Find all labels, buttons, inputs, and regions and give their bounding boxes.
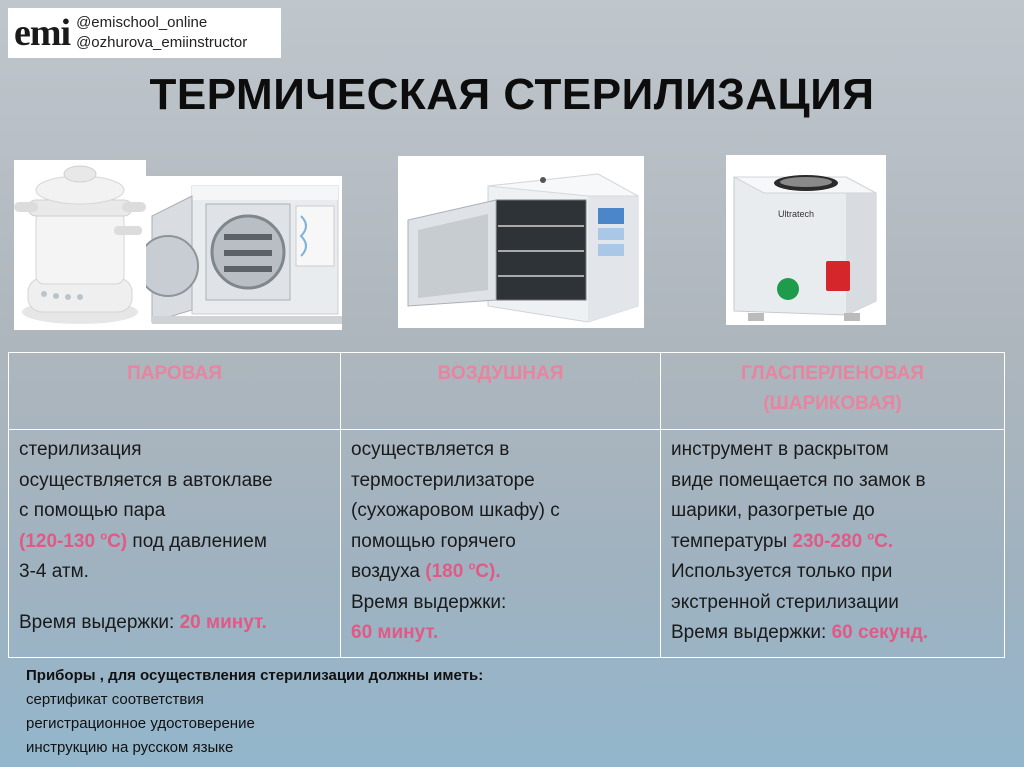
- text-line: инструмент в раскрытом: [671, 439, 889, 460]
- cell-air: [341, 430, 661, 658]
- header-steam: [9, 353, 341, 430]
- handle-2: @ozhurova_emiinstructor: [76, 34, 248, 51]
- text-line: виде помещается по замок в: [671, 469, 926, 491]
- header-air: [341, 353, 661, 430]
- text-line: осуществляется в: [351, 439, 510, 460]
- hold-time-label: Время выдержки:: [19, 611, 180, 633]
- logo-mark: emi: [14, 12, 71, 54]
- brand-logo: [8, 8, 281, 58]
- cell-steam: [9, 430, 341, 658]
- hold-time-label: Время выдержки:: [671, 622, 832, 643]
- temperature-value: 230-280: [792, 530, 868, 552]
- hold-time-value: 60 секунд.: [831, 622, 929, 643]
- text-line: (сухожаровом шкафу) с: [351, 500, 560, 521]
- text-line: [19, 608, 330, 639]
- requirement-item: регистрационное удостоверение: [26, 715, 255, 732]
- steam-sterilizer-photo: [14, 160, 146, 330]
- text-line: [671, 618, 994, 649]
- text-fragment: под давлением: [127, 530, 267, 552]
- temperature-unit: С.: [874, 530, 894, 552]
- text-line: осуществляется в автоклаве: [19, 469, 273, 491]
- table-body-row: [9, 430, 1005, 658]
- temperature-unit: С): [107, 530, 128, 552]
- text-line: 3-4 атм.: [19, 561, 89, 582]
- social-handles: [76, 13, 247, 53]
- header-sublabel: (ШАРИКОВАЯ): [763, 393, 902, 414]
- header-label: ПАРОВАЯ: [127, 363, 222, 384]
- degree-sign: о: [100, 530, 108, 543]
- text-line: экстренной стерилизации: [671, 591, 899, 613]
- text-line: [671, 527, 994, 558]
- header-label: ВОЗДУШНАЯ: [437, 363, 564, 384]
- requirement-item: сертификат соответствия: [26, 691, 204, 708]
- hold-time-value: 60 минут.: [351, 622, 439, 643]
- text-line: помощью горячего: [351, 530, 516, 552]
- requirements-note: [26, 664, 483, 760]
- glass-bead-sterilizer-photo: [726, 155, 886, 325]
- text-line: с помощью пара: [19, 500, 166, 521]
- text-line: Используется только при: [671, 561, 893, 582]
- dry-heat-oven-photo: [398, 156, 644, 328]
- text-line: стерилизация: [19, 439, 142, 460]
- degree-sign: о: [468, 560, 476, 573]
- handle-1: @emischool_online: [76, 14, 208, 31]
- text-fragment: воздуха: [351, 561, 426, 582]
- sterilization-table: [8, 352, 1005, 658]
- requirement-item: инструкцию на русском языке: [26, 739, 234, 756]
- temperature-value: (180: [425, 561, 469, 582]
- table-header-row: [9, 353, 1005, 430]
- text-line: [19, 527, 330, 558]
- requirements-heading: Приборы , для осуществления стерилизации должны иметь:: [26, 667, 484, 684]
- header-glassbead: [661, 353, 1005, 430]
- text-line: шарики, разогретые до: [671, 500, 875, 521]
- slide-title: ТЕРМИЧЕСКАЯ СТЕРИЛИЗАЦИЯ: [149, 70, 875, 119]
- text-line: [351, 557, 650, 588]
- text-fragment: температуры: [671, 530, 793, 552]
- header-label: ГЛАСПЕРЛЕНОВАЯ: [740, 363, 925, 384]
- cell-glassbead: [661, 430, 1005, 658]
- temperature-unit: С).: [475, 561, 501, 582]
- hold-time-value: 20 минут.: [179, 611, 267, 633]
- svg-text:Ultratech: Ultratech: [778, 209, 815, 219]
- autoclave-photo: [146, 176, 342, 330]
- degree-sign: о: [867, 530, 875, 543]
- hold-time-label: Время выдержки:: [351, 591, 507, 613]
- temperature-value: (120-130: [19, 530, 101, 552]
- text-line: термостерилизаторе: [351, 469, 535, 491]
